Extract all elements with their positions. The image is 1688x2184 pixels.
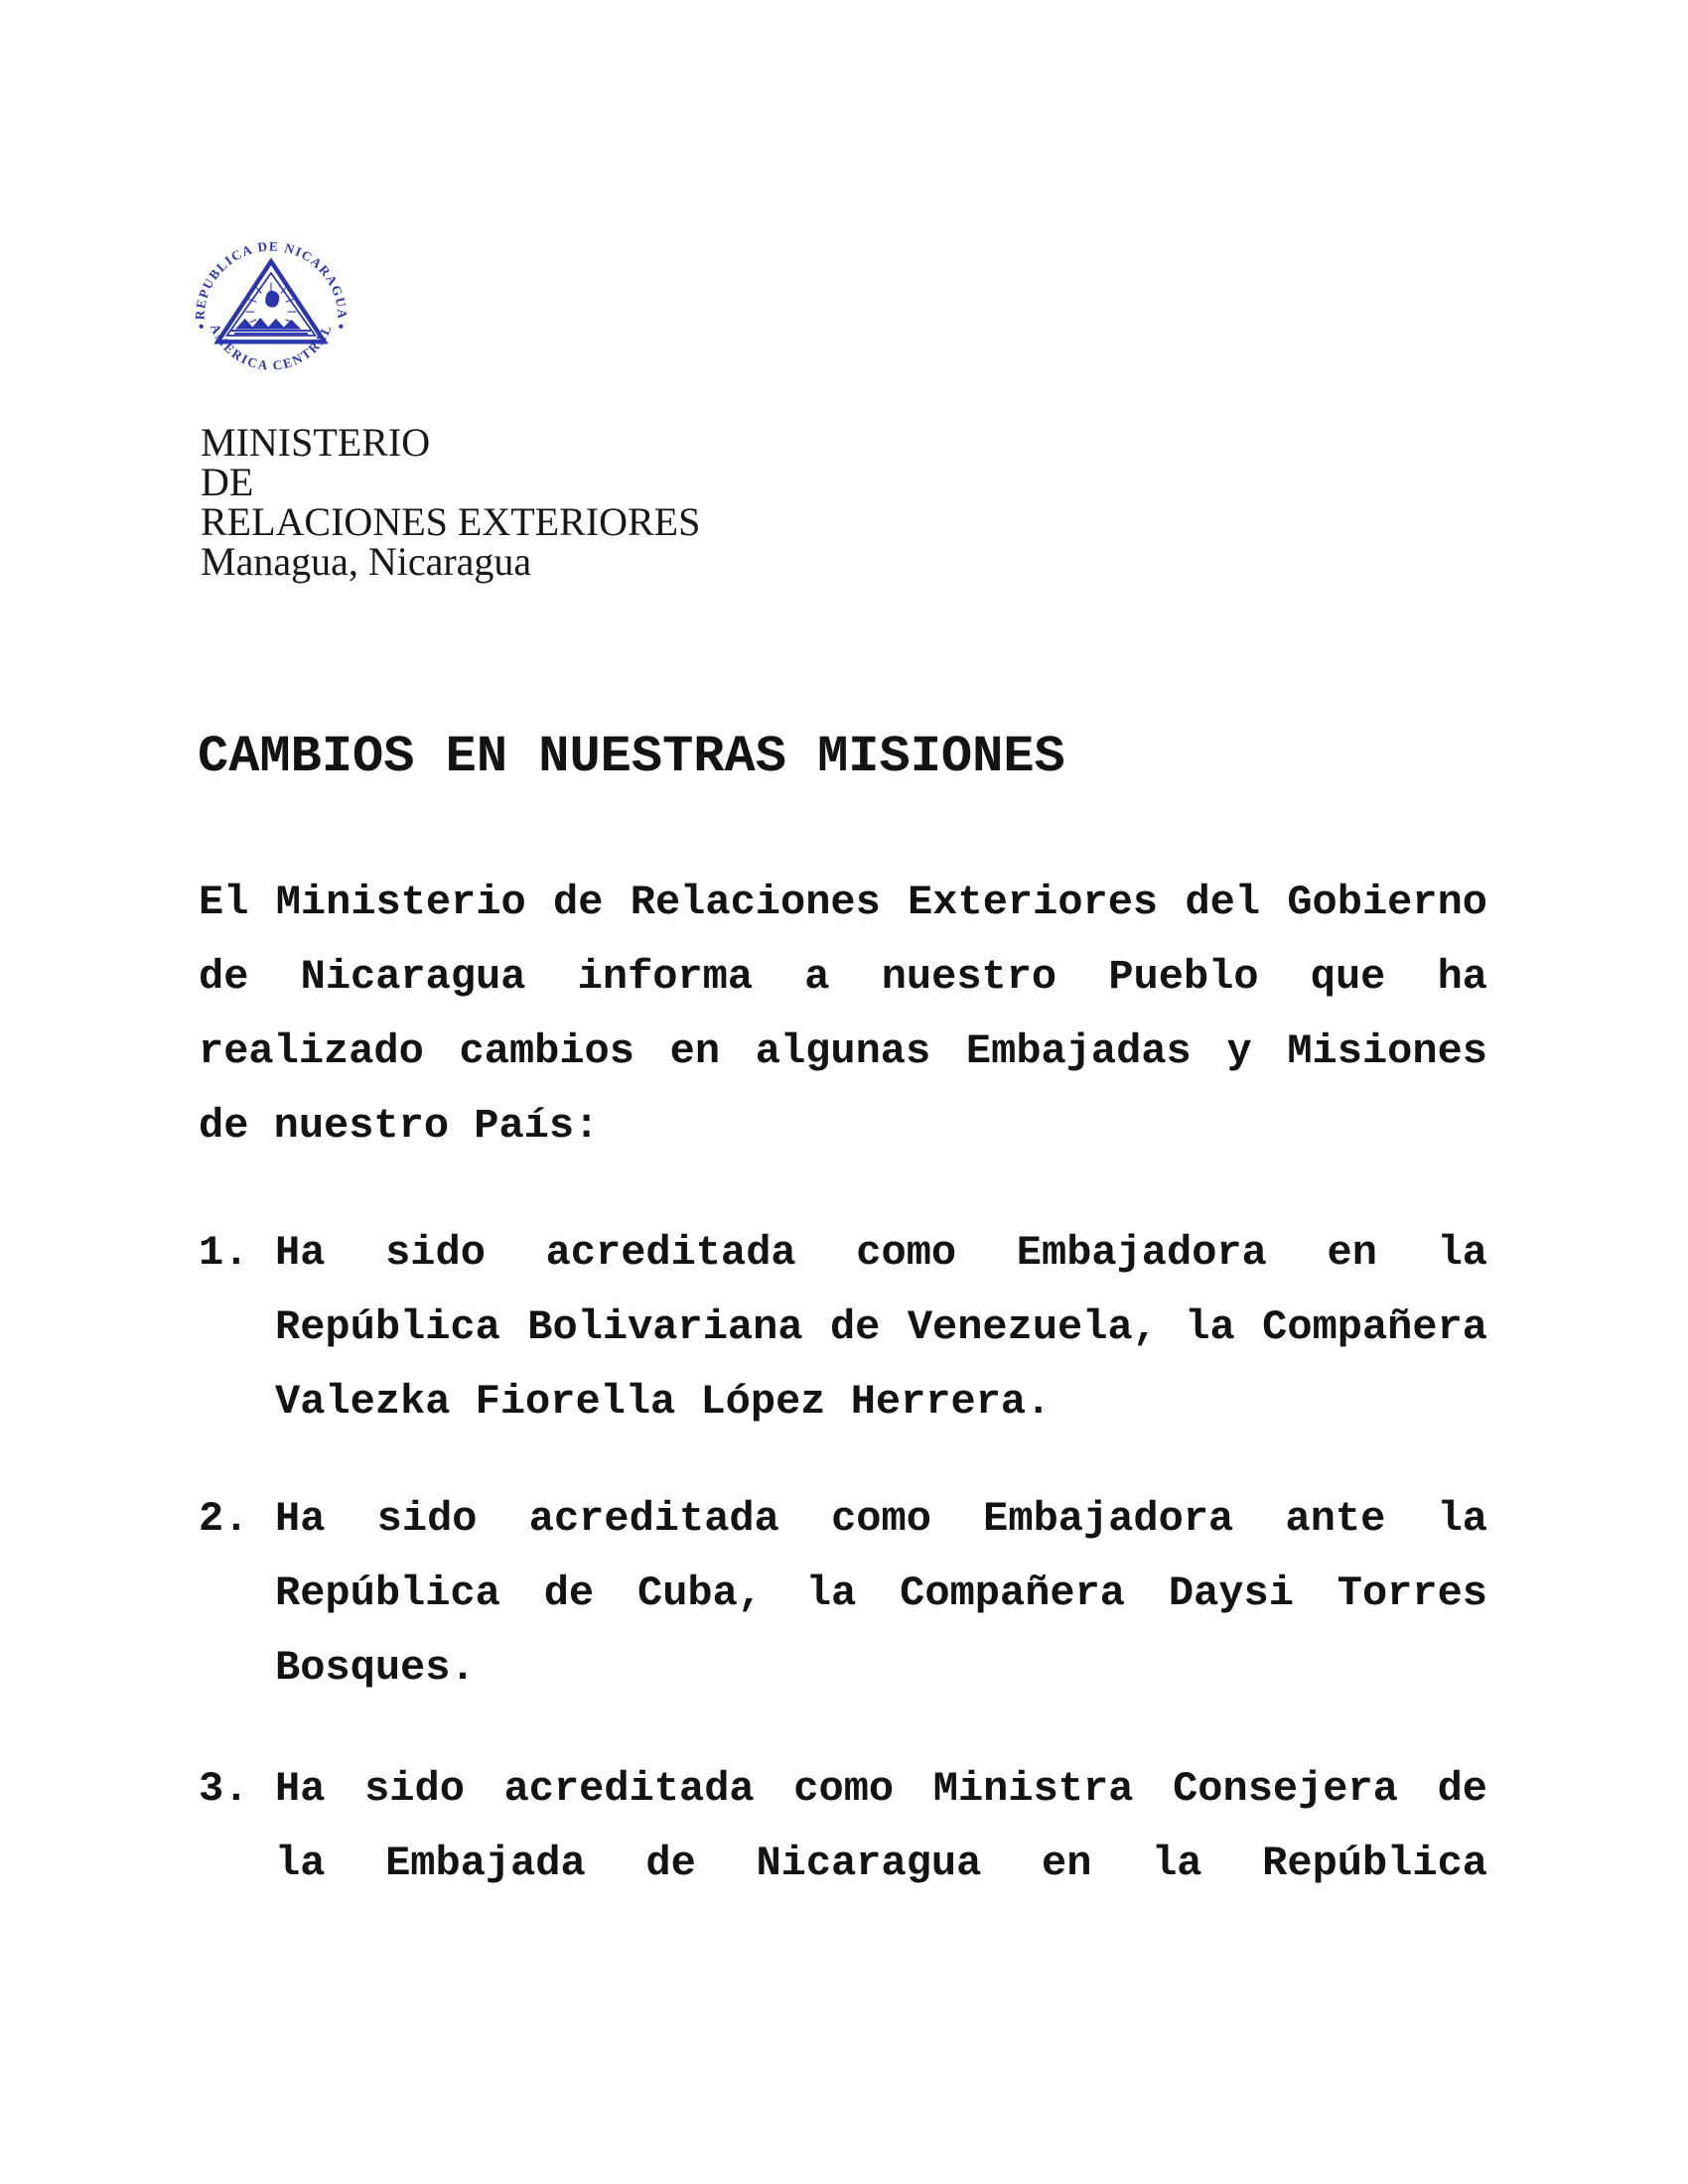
- letterhead-line-ministerio: MINISTERIO: [201, 420, 431, 465]
- intro-line: de nuestro País:: [199, 1102, 600, 1150]
- seal-right-dot: [339, 325, 343, 329]
- list-item-line: Ha sido acreditada como Embajadora en la: [275, 1229, 1487, 1277]
- seal-top-text: REPUBLICA DE NICARAGUA: [192, 238, 351, 321]
- letterhead-line-de: DE: [201, 460, 254, 504]
- list-item-line: Bosques.: [275, 1644, 476, 1692]
- list-item: [199, 1482, 1487, 1706]
- document-title: CAMBIOS EN NUESTRAS MISIONES: [198, 728, 1065, 786]
- letterhead-line-relaciones: RELACIONES EXTERIORES: [201, 499, 701, 544]
- intro-paragraph: [199, 866, 1487, 1163]
- seal-bottom-text: AMERICA CENTRAL: [207, 321, 336, 373]
- seal-left-dot: [200, 325, 204, 329]
- list-item-line: República Bolivariana de Venezuela, la Compañera: [275, 1303, 1487, 1351]
- list-item-line: Ha sido acreditada como Embajadora ante la: [275, 1495, 1487, 1543]
- list-item-number: 2.: [199, 1495, 249, 1543]
- intro-line: de Nicaragua informa a nuestro Pueblo que ha: [199, 953, 1487, 1001]
- list-item: [199, 1752, 1487, 1901]
- intro-line: El Ministerio de Relaciones Exteriores del Gobierno: [199, 879, 1487, 926]
- list-item-number: 1.: [199, 1229, 249, 1277]
- seal-triangle-emblem: [217, 261, 324, 341]
- list-item-line: Valezka Fiorella López Herrera.: [275, 1378, 1052, 1426]
- svg-text:REPUBLICA DE NICARAGUA: [192, 238, 350, 320]
- list-item-line: la Embajada de Nicaragua en la República: [275, 1840, 1487, 1887]
- list-item: [199, 1216, 1487, 1439]
- letterhead: [201, 420, 701, 584]
- list-item-line: República de Cuba, la Compañera Daysi Torres: [275, 1570, 1487, 1617]
- letterhead-line-managua: Managua, Nicaragua: [201, 539, 532, 584]
- list-item-number: 3.: [199, 1765, 249, 1813]
- nicaragua-seal-icon: [189, 232, 353, 397]
- intro-line: realizado cambios en algunas Embajadas y Misiones: [199, 1027, 1487, 1075]
- list-item-line: Ha sido acreditada como Ministra Consejera de: [275, 1765, 1487, 1813]
